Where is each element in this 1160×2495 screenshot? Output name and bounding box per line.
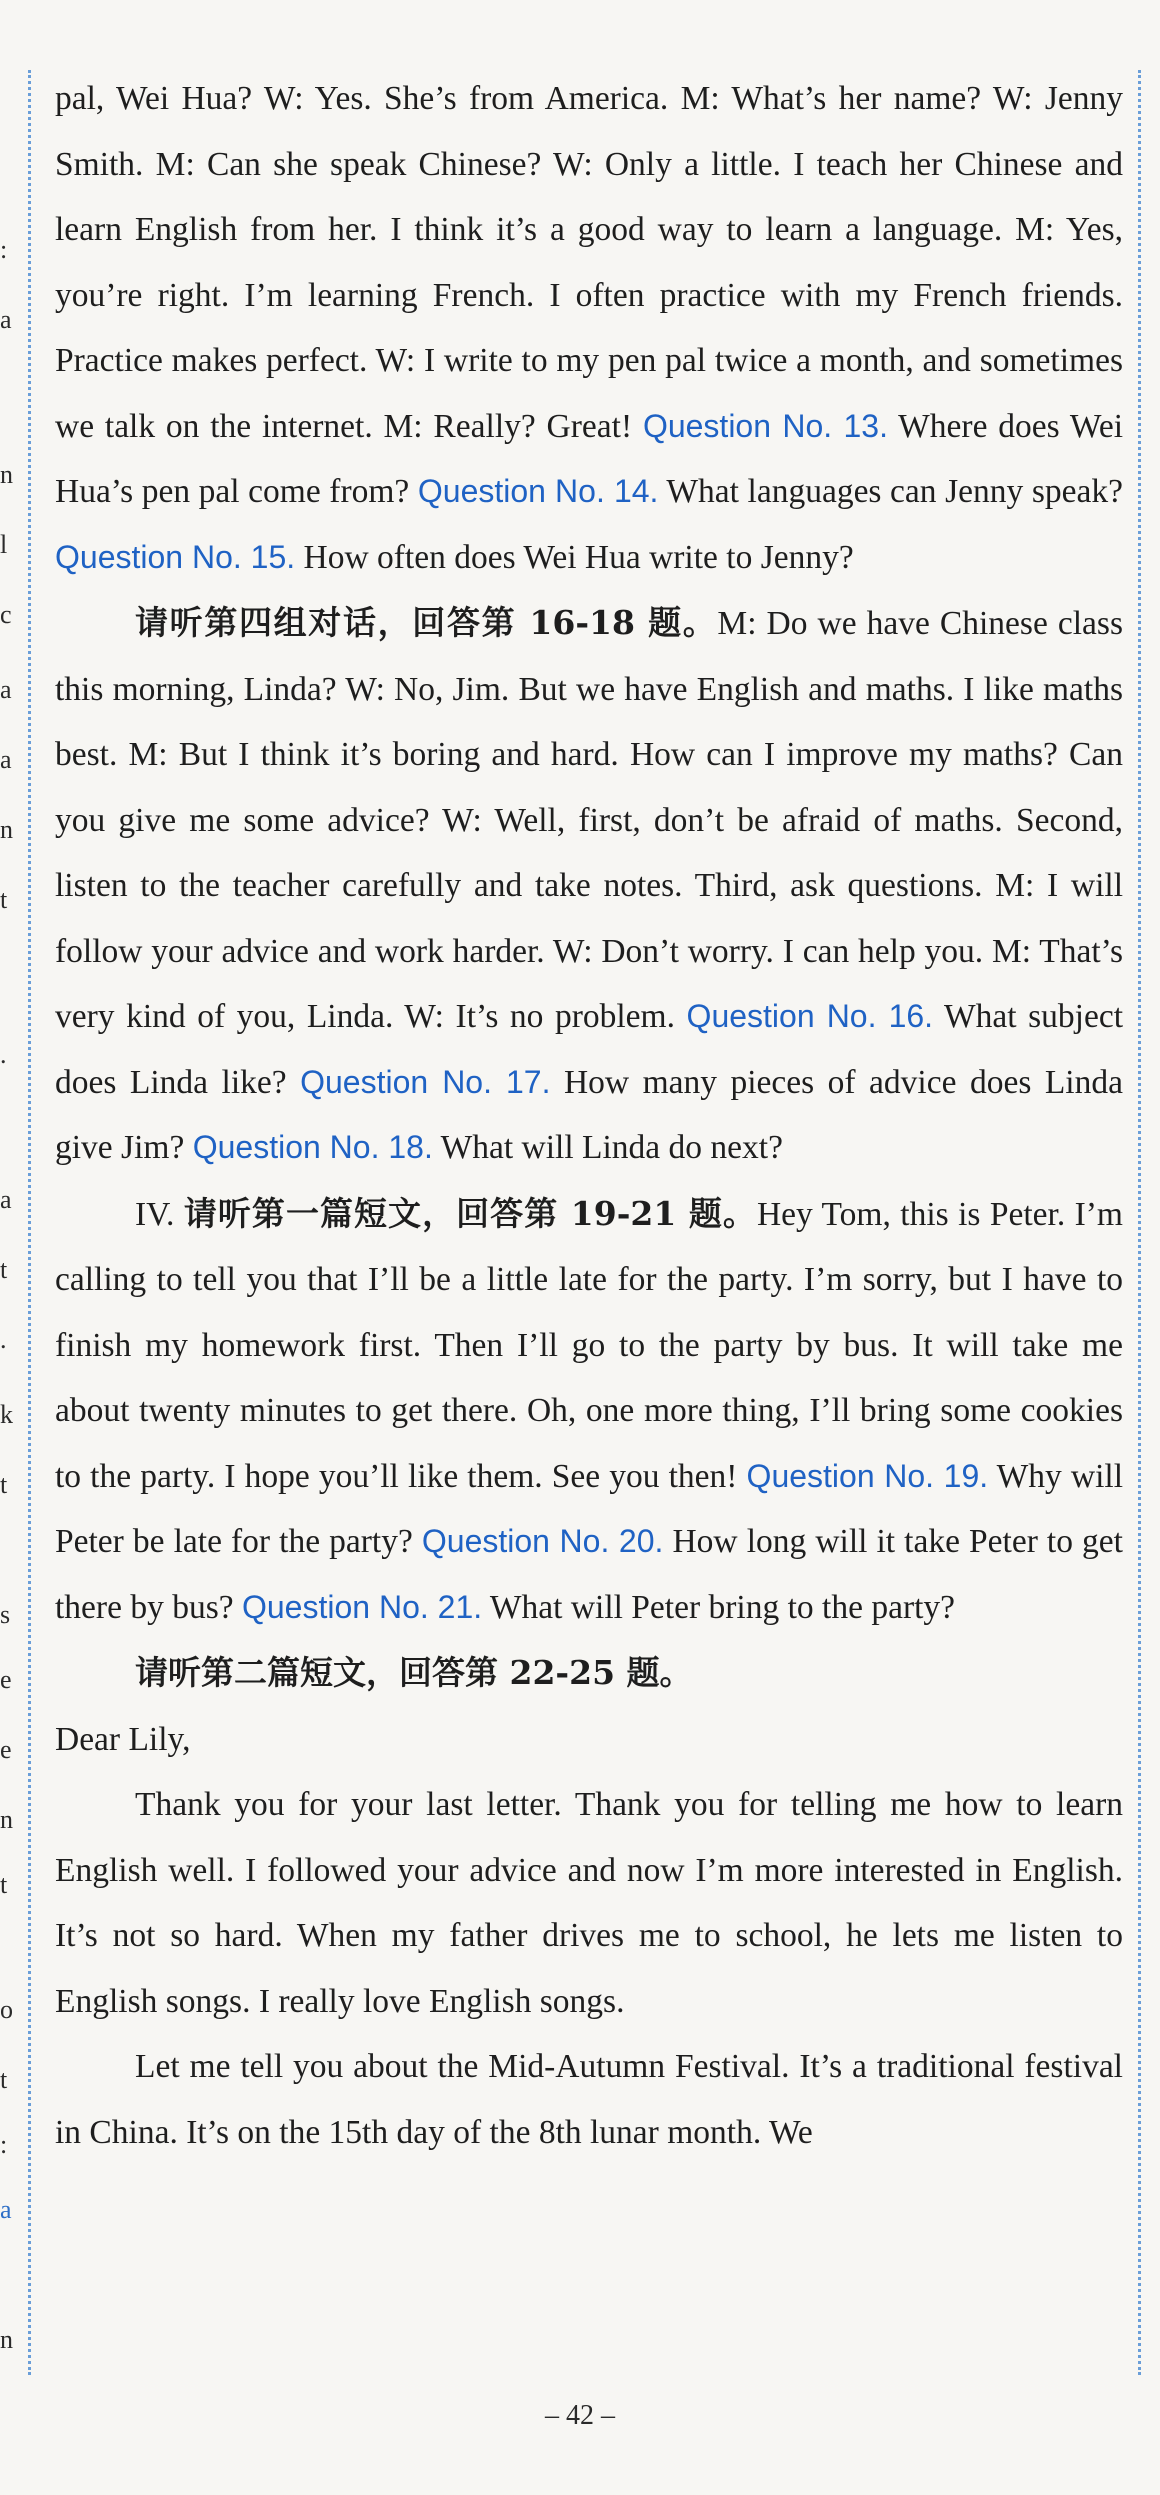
question-label-21: Question No. 21. — [241, 1588, 483, 1625]
margin-fragment: t — [0, 1470, 8, 1499]
dialogue-4 — [55, 590, 1123, 1181]
listening-script-text — [55, 66, 1123, 2165]
question-text-15: How often does Wei Hua write to Jenny? — [295, 538, 854, 576]
margin-fragment: a — [0, 2195, 12, 2224]
question-text-13: Where does Wei Hua’s pen pal come from? — [55, 407, 1123, 510]
question-label-19: Question No. 19. — [746, 1457, 989, 1494]
margin-fragment: : — [0, 235, 8, 264]
question-text-16: What subject does Linda like? — [55, 998, 1124, 1101]
passage-2-heading-line — [55, 1640, 1123, 1707]
margin-fragment: n — [0, 815, 13, 844]
margin-fragment: k — [0, 1400, 13, 1429]
margin-fragment: a — [0, 1185, 12, 1214]
right-dotted-margin-rule — [1138, 70, 1141, 2375]
letter-paragraph-2: Let me tell you about the Mid-Autumn Festival. It’s a traditional festival in China. It’s on the 15th day of the 8th lunar month. We — [55, 2048, 1123, 2151]
margin-fragment: t — [0, 2065, 8, 2094]
letter-greeting: Dear Lily, — [55, 1720, 191, 1758]
question-label-20: Question No. 20. — [421, 1523, 664, 1559]
question-text-20: How long will it take Peter to get there by bus? — [55, 1523, 1123, 1626]
margin-fragment: : — [0, 2130, 8, 2159]
margin-fragment: n — [0, 2325, 13, 2354]
margin-fragment: n — [0, 460, 13, 489]
passage-2-heading: 请听第二篇短文，回答第 22-25 题。 — [135, 1653, 693, 1692]
margin-fragment: a — [0, 305, 12, 334]
dialogue-3-continuation — [55, 66, 1123, 590]
left-margin-cut-off-text — [0, 0, 12, 2495]
margin-fragment: o — [0, 1995, 13, 2024]
question-label-18: Question No. 18. — [192, 1129, 433, 1165]
section-numeral: IV. — [135, 1195, 175, 1233]
question-label-16: Question No. 16. — [686, 998, 934, 1034]
dialogue-text: M: Do we have Chinese class this morning, Linda? W: No, Jim. But we have English and maths. I like maths best. M: But I think it’s boring and hard. How can I improve my maths? Can you give me some advice? W: Well, first, don’t be afraid of maths. Second, listen to the teacher carefully and take notes. Third, ask questions. M: I will follow your advice and work harder. W: Don’t worry. I can help you. M: That’s very kind of you, Linda. W: It’s no problem. — [55, 605, 1123, 1035]
margin-fragment: . — [0, 1325, 7, 1354]
margin-fragment: . — [0, 1040, 7, 1069]
margin-fragment: c — [0, 600, 12, 629]
margin-fragment: e — [0, 1665, 12, 1694]
left-dotted-margin-rule — [28, 70, 31, 2375]
margin-fragment: a — [0, 745, 12, 774]
page-number: – 42 – — [545, 2400, 615, 2431]
question-text-17: How many pieces of advice does Linda give Jim? — [55, 1063, 1123, 1166]
margin-fragment: n — [0, 1805, 13, 1834]
dialogue-text: pal, Wei Hua? W: Yes. She’s from America. M: What’s her name? W: Jenny Smith. M: Can she speak Chinese? W: Only a little. I teach her Chinese and learn English from her. I think it’s a good way to learn a language. M: Yes, you’re right. I’m learning French. I often practice with my French friends. Practice makes perfect. W: I write to my pen pal twice a month, and sometimes we talk on the internet. M: Really? Great! — [55, 80, 1123, 445]
question-label-13: Question No. 13. — [642, 407, 888, 444]
margin-fragment: l — [0, 530, 8, 559]
passage-text: Hey Tom, this is Peter. I’m calling to tell you that I’ll be a little late for the party. I’m sorry, but I have to finish my homework first. Then I’ll go to the party by bus. It will take me about twenty minutes to get there. Oh, one more thing, I’ll bring some cookies to the party. I hope you’ll like them. See you then! — [55, 1195, 1123, 1495]
margin-fragment: s — [0, 1600, 11, 1629]
question-label-14: Question No. 14. — [417, 473, 659, 509]
margin-fragment: t — [0, 885, 8, 914]
margin-fragment: e — [0, 1735, 12, 1764]
question-text-19: Why will Peter be late for the party? — [55, 1457, 1123, 1560]
question-text-14: What languages can Jenny speak? — [658, 473, 1123, 510]
margin-fragment: t — [0, 1255, 8, 1284]
letter-paragraph-1: Thank you for your last letter. Thank you for telling me how to learn English well. I followed your advice and now I’m more interested in English. It’s not so hard. When my father drives me to school, he lets me listen to English songs. I really love English songs. — [55, 1786, 1123, 2020]
passage-1 — [55, 1181, 1123, 1641]
dialogue-4-heading: 请听第四组对话，回答第 16-18 题。 — [135, 603, 718, 642]
margin-fragment: a — [0, 675, 12, 704]
question-text-18: What will Linda do next? — [432, 1129, 783, 1166]
question-text-21: What will Peter bring to the party? — [482, 1588, 956, 1626]
margin-fragment: t — [0, 1870, 8, 1899]
question-label-15: Question No. 15. — [55, 538, 296, 575]
question-label-17: Question No. 17. — [300, 1063, 551, 1100]
passage-1-heading: 请听第一篇短文，回答第 19-21 题。 — [183, 1193, 757, 1233]
